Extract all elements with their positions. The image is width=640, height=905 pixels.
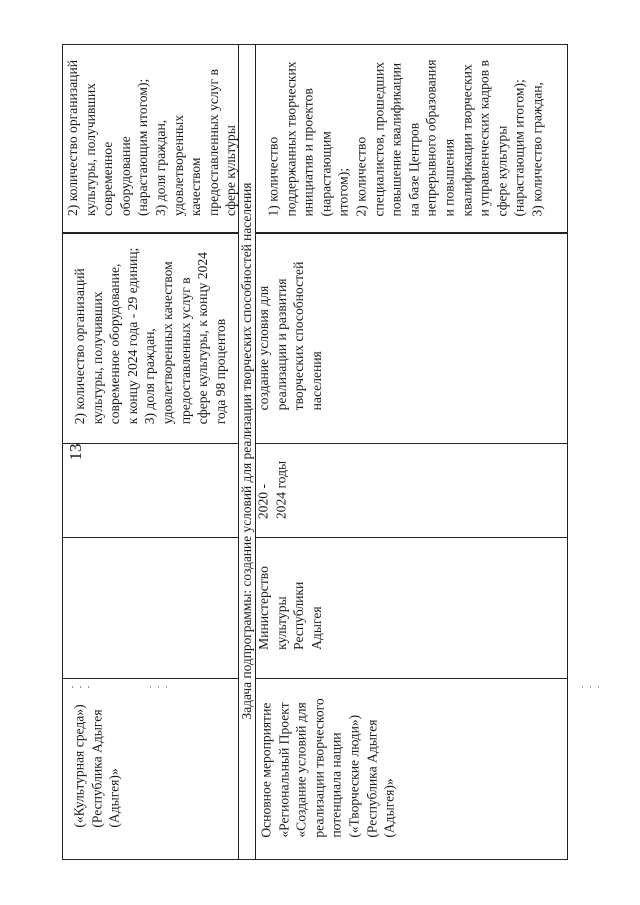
top-row-col1: («Культурная среда») (Республика Адыгея (Адыгея)» xyxy=(71,704,122,828)
bottom-row-col4: создание условия для реализации и развития творческих способностей населения xyxy=(255,261,324,411)
page-number: 13 xyxy=(66,443,85,461)
top-row-col4: 2) количество организаций культуры, получивших современное оборудование, к концу 2024 года - 29 единиц; 3) доля граждан, удовлетворенных качеством предоставленных услуг в сфере культуры, к концу 2024 года 98 процентов xyxy=(71,247,228,425)
bottom-row-col1: Основное мероприятие «Региональный Проект «Создание условий для реализации творческого потенциала нации («Творческие люди») (Республика Адыгея (Адыгея)» xyxy=(258,698,397,838)
bottom-row-col5: 1) количество поддержанных творческих инициатив и проектов (нарастающим итогом); 2) количество специалистов, прошедших повышение квалификации на базе Центров непрерывного образования и повышения квалификации творческих и управленческих кадров в сфере культуры (нарастающим итогом); 3) количество граждан, xyxy=(265,59,545,217)
top-row-col5: 2) количество организаций культуры, получивших современное оборудование (нарастающим итогом); 3) доля граждан, удовлетворенных качеством предоставленных услуг в сфере культуры xyxy=(65,60,239,216)
binding-dots-right xyxy=(582,686,602,688)
bottom-row-col2: Министерство культуры Республики Адыгея xyxy=(255,566,324,650)
bottom-row-col3: 2020 - 2024 годы xyxy=(255,460,288,520)
binding-dots-left xyxy=(72,686,92,688)
binding-dots-mid xyxy=(150,686,170,688)
task-row: Задача подпрограммы: создание условий для реализации творческих способностей населения xyxy=(239,182,255,720)
